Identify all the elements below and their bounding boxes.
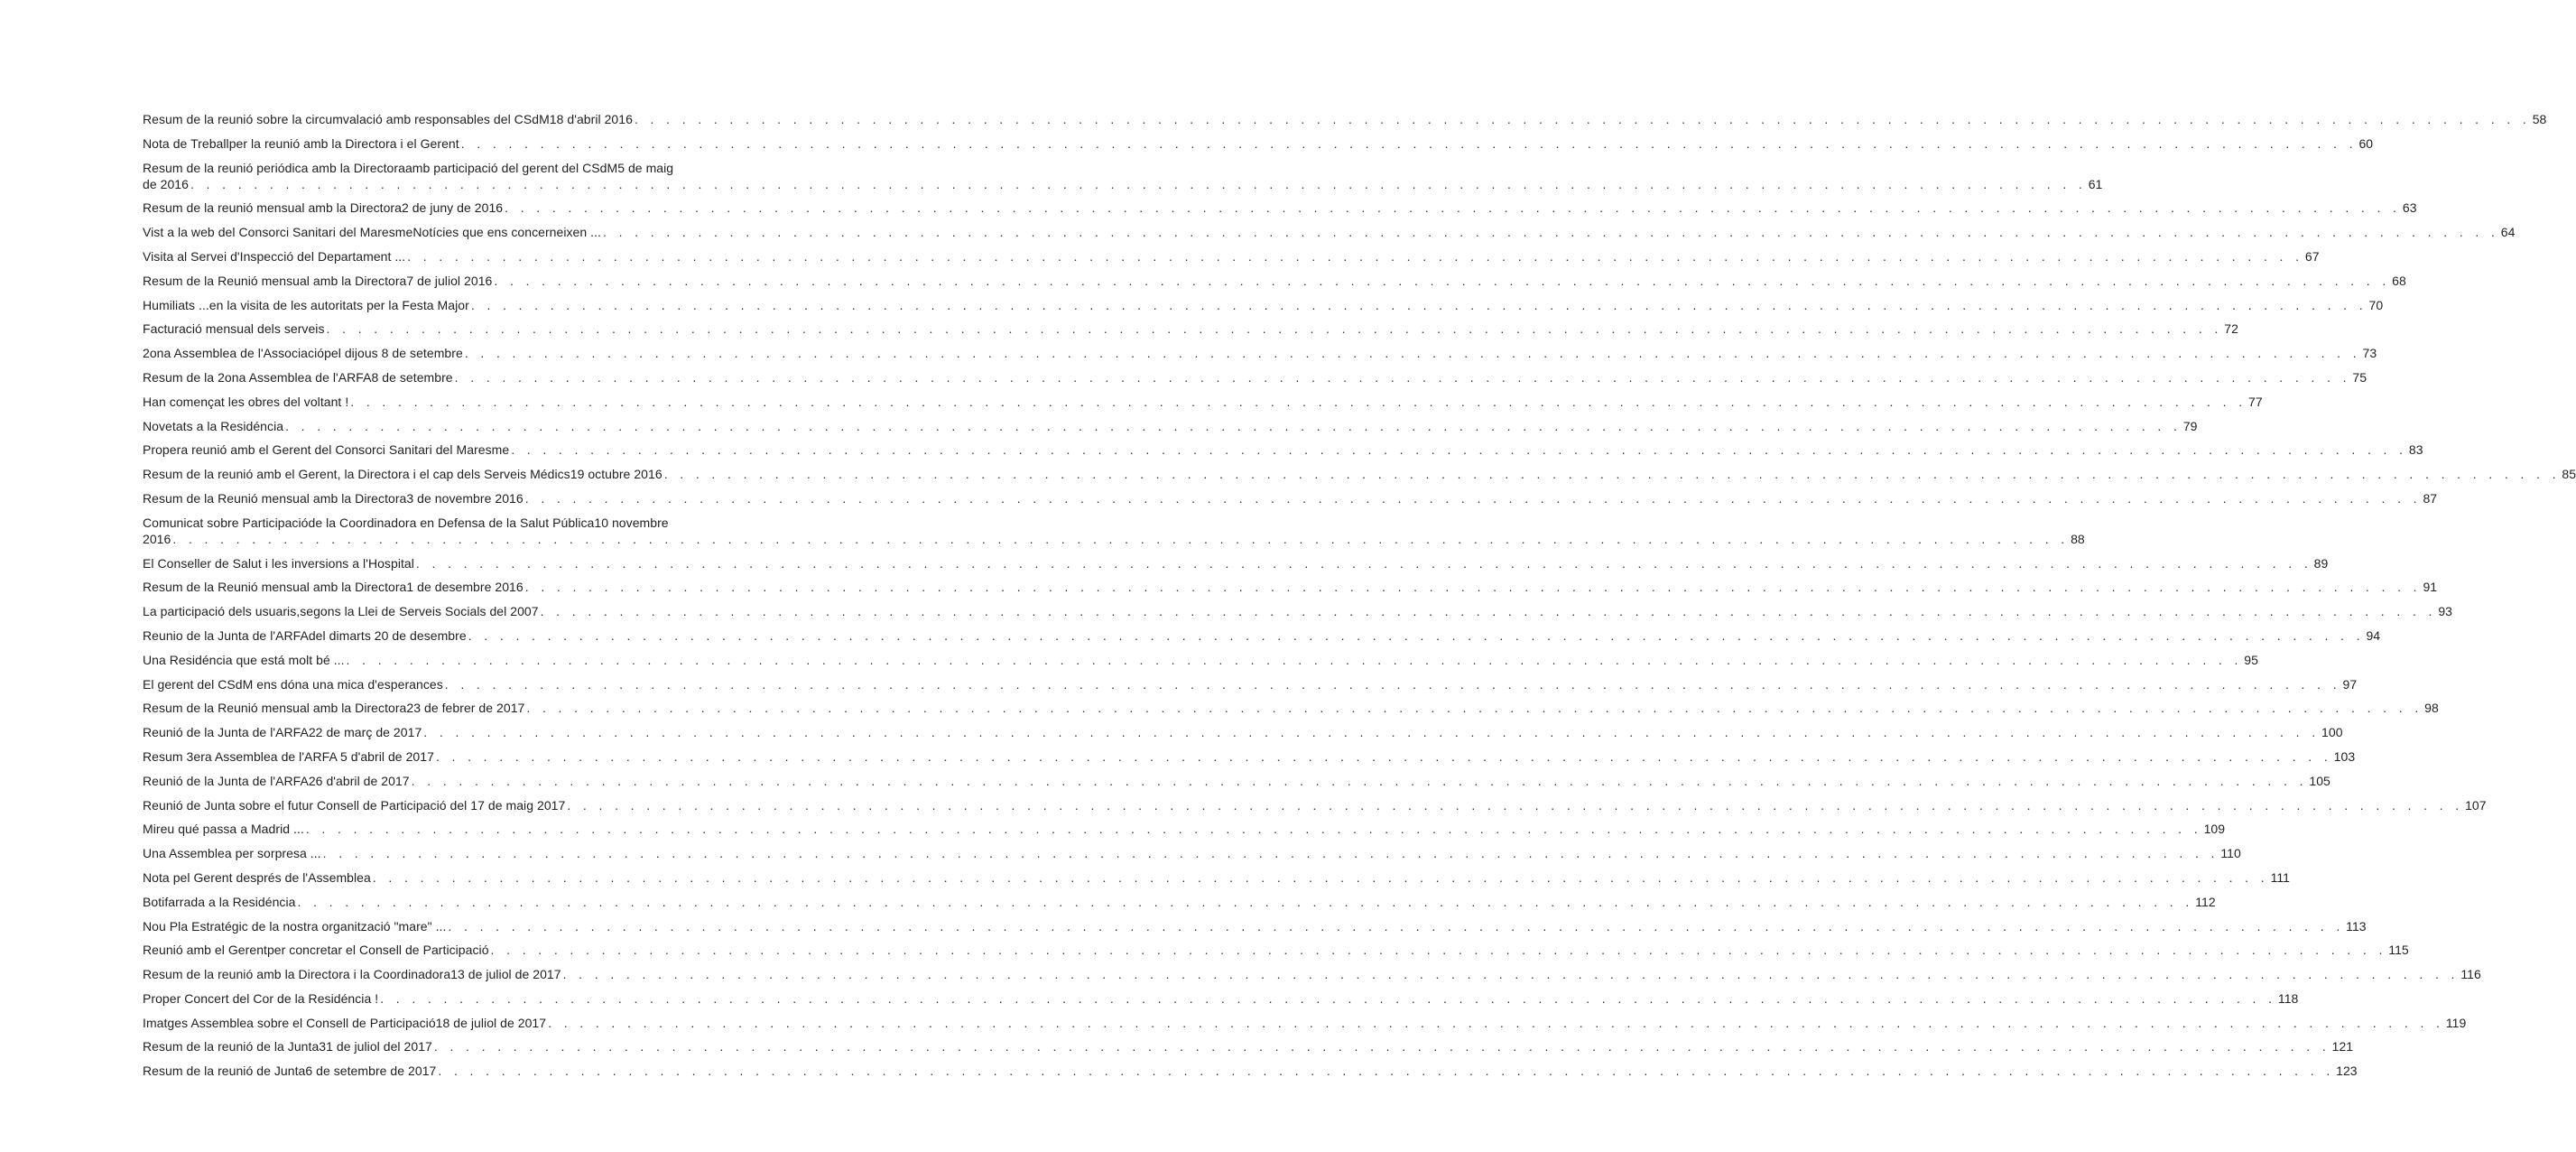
toc-entry-title-line1[interactable]: Resum de la reunió periódica amb la Directoraamb participació del gerent del CSdM5 de maig xyxy=(143,160,674,175)
toc-entry-title[interactable]: Resum 3era Assemblea de l'ARFA 5 d'abril de 2017 xyxy=(143,748,434,764)
toc-entry-page-number[interactable]: 103 xyxy=(2333,748,2356,764)
toc-entry-page-number[interactable]: 73 xyxy=(2362,346,2377,361)
toc-entry-leader: . . . . . . . . . . . . . . . . . . . . . . . . . . . . . . . . . . . . . . . . . . . . . . . . . . . . . . . . . . . . . . . . . . . . . . . . . . . . . . . . . . . . . . . . . . . . . . . . . . . . . . . . . . . . . . . . . . . . . . . . xyxy=(372,869,2269,885)
toc-entry[interactable] xyxy=(143,515,2085,547)
toc-entry-leader: . . . . . . . . . . . . . . . . . . . . . . . . . . . . . . . . . . . . . . . . . . . . . . . . . . . . . . . . . . . . . . . . . . . . . . . . . . . . . . . . . . . . . . . . . . . . . . . . . . . . . . . . . . . . . . . . . . . . . . . . xyxy=(460,135,2358,151)
toc-entry-leader: . . . . . . . . . . . . . . . . . . . . . . . . . . . . . . . . . . . . . . . . . . . . . . . . . . . . . . . . . . . . . . . . . . . . . . . . . . . . . . . . . . . . . . . . . . . . . . . . . . . . . . . . . . . . . . . . . . . . . . . . xyxy=(444,676,2341,692)
toc-entry-title[interactable]: Novetats a la Residéncia xyxy=(143,418,284,433)
toc-entry-title[interactable]: Nota de Treballper la reunió amb la Directora i el Gerent xyxy=(143,135,459,151)
toc-entry-page-number[interactable]: 115 xyxy=(2388,943,2409,958)
toc-entry-page-number[interactable]: 123 xyxy=(2336,1064,2358,1079)
toc-entry-title[interactable]: Reunió de la Junta de l'ARFA26 d'abril de 2017 xyxy=(143,773,410,788)
toc-entry[interactable] xyxy=(143,135,2374,152)
toc-entry-title[interactable]: de 2016 xyxy=(143,176,189,191)
toc-entry[interactable] xyxy=(143,579,2438,595)
toc-entry-leader: . . . . . . . . . . . . . . . . . . . . . . . . . . . . . . . . . . . . . . . . . . . . . . . . . . . . . . . . . . . . . . . . . . . . . . . . . . . . . . . . . . . . . . . . . . . . . . . . . . . . . . . . . . . . . . . . . . . . . . . . xyxy=(190,176,2087,191)
toc-entry[interactable] xyxy=(143,273,2406,289)
toc-entry[interactable] xyxy=(143,248,2320,265)
toc-entry-page-number[interactable]: 87 xyxy=(2423,490,2438,506)
toc-entry-title[interactable]: Reunió de Junta sobre el futur Consell de Participació del 17 de maig 2017 xyxy=(143,797,566,813)
toc-entry-leader: . . . . . . . . . . . . . . . . . . . . . . . . . . . . . . . . . . . . . . . . . . . . . . . . . . . . . . . . . . . . . . . . . . . . . . . . . . . . . . . . . . . . . . . . . . . . . . . . . . . . . . . . . . . . . . . . . . . . . . . . xyxy=(490,943,2387,958)
toc-entry-page-number[interactable]: 116 xyxy=(2460,967,2481,982)
toc-entry[interactable] xyxy=(143,700,2439,716)
toc-entry-leader: . . . . . . . . . . . . . . . . . . . . . . . . . . . . . . . . . . . . . . . . . . . . . . . . . . . . . . . . . . . . . . . . . . . . . . . . . . . . . . . . . . . . . . . . . . . . . . . . . . . . . . . . . . . . . . . . . . . . . . . . xyxy=(548,1015,2444,1030)
toc-entry[interactable] xyxy=(143,942,2409,958)
toc-entry[interactable] xyxy=(143,869,2290,886)
toc-entry-page-number[interactable]: 89 xyxy=(2313,555,2329,571)
table-of-contents xyxy=(143,111,2576,1087)
toc-entry-leader: . . . . . . . . . . . . . . . . . . . . . . . . . . . . . . . . . . . . . . . . . . . . . . . . . . . . . . . . . . . . . . . . . . . . . . . . . . . . . . . . . . . . . . . . . . . . . . . . . . . . . . . . . . . . . . . . . . . . . . . . xyxy=(415,555,2312,571)
toc-entry-page-number[interactable]: 107 xyxy=(2465,797,2487,813)
toc-entry-title[interactable]: Propera reunió amb el Gerent del Consorci Sanitari del Maresme xyxy=(143,442,510,458)
toc-entry-leader: . . . . . . . . . . . . . . . . . . . . . . . . . . . . . . . . . . . . . . . . . . . . . . . . . . . . . . . . . . . . . . . . . . . . . . . . . . . . . . . . . . . . . . . . . . . . . . . . . . . . . . . . . . . . . . . . . . . . . . . . xyxy=(603,225,2499,240)
toc-entry-page-number[interactable]: 94 xyxy=(2366,627,2381,643)
toc-entry-leader: . . . . . . . . . . . . . . . . . . . . . . . . . . . . . . . . . . . . . . . . . . . . . . . . . . . . . . . . . . . . . . . . . . . . . . . . . . . . . . . . . . . . . . . . . . . . . . . . . . . . . . . . . . . . . . . . . . . . . . . . xyxy=(172,531,2070,546)
toc-entry-page-number[interactable]: 75 xyxy=(2352,369,2368,385)
toc-entry-title[interactable]: Imatges Assemblea sobre el Consell de Participació18 de juliol de 2017 xyxy=(143,1015,547,1030)
toc-entry-title[interactable]: Reunio de la Junta de l'ARFAdel dimarts 20 de desembre xyxy=(143,627,467,643)
toc-entry-leader: . . . . . . . . . . . . . . . . . . . . . . . . . . . . . . . . . . . . . . . . . . . . . . . . . . . . . . . . . . . . . . . . . . . . . . . . . . . . . . . . . . . . . . . . . . . . . . . . . . . . . . . . . . . . . . . . . . . . . . . . xyxy=(433,1039,2330,1054)
toc-entry-page-number[interactable]: 77 xyxy=(2248,394,2263,409)
toc-entry-title[interactable]: Botifarrada a la Residéncia xyxy=(143,894,296,909)
toc-entry-title[interactable]: Resum de la reunió sobre la circumvalació amb responsables del CSdM18 d'abril 2016 xyxy=(143,112,633,126)
toc-entry-page-number[interactable]: 98 xyxy=(2424,701,2439,716)
toc-entry-page-number[interactable]: 60 xyxy=(2358,135,2374,151)
toc-entry-title[interactable]: Facturació mensual dels serveis xyxy=(143,321,325,337)
toc-entry-leader: . . . . . . . . . . . . . . . . . . . . . . . . . . . . . . . . . . . . . . . . . . . . . . . . . . . . . . . . . . . . . . . . . . . . . . . . . . . . . . . . . . . . . . . . . . . . . . . . . . . . . . . . . . . . . . . . . . . . . . . . xyxy=(380,990,2276,1006)
toc-entry[interactable] xyxy=(143,297,2384,313)
toc-entry-leader: . . . . . . . . . . . . . . . . . . . . . . . . . . . . . . . . . . . . . . . . . . . . . . . . . . . . . . . . . . . . . . . . . . . . . . . . . . . . . . . . . . . . . . . . . . . . . . . . . . . . . . . . . . . . . . . . . . . . . . . . xyxy=(567,797,2464,813)
toc-entry-leader: . . . . . . . . . . . . . . . . . . . . . . . . . . . . . . . . . . . . . . . . . . . . . . . . . . . . . . . . . . . . . . . . . . . . . . . . . . . . . . . . . . . . . . . . . . . . . . . . . . . . . . . . . . . . . . . . . . . . . . . . xyxy=(562,967,2460,982)
toc-entry[interactable] xyxy=(143,627,2381,644)
toc-entry[interactable] xyxy=(143,394,2263,410)
toc-entry-title[interactable]: Nou Pla Estratégic de la nostra organització "mare" ... xyxy=(143,918,447,934)
toc-entry[interactable] xyxy=(143,369,2368,386)
toc-entry[interactable] xyxy=(143,321,2238,337)
toc-entry[interactable] xyxy=(143,224,2516,240)
toc-entry-page-number[interactable]: 119 xyxy=(2445,1015,2467,1030)
toc-entry-title[interactable]: Vist a la web del Consorci Sanitari del MaresmeNotícies que ens concerneixen ... xyxy=(143,225,601,240)
toc-entry-page-number[interactable]: 83 xyxy=(2408,442,2423,458)
toc-entry-page-number[interactable]: 100 xyxy=(2321,725,2343,740)
toc-entry-title[interactable]: El gerent del CSdM ens dóna una mica d'esperances xyxy=(143,676,443,692)
toc-entry-leader: . . . . . . . . . . . . . . . . . . . . . . . . . . . . . . . . . . . . . . . . . . . . . . . . . . . . . . . . . . . . . . . . . . . . . . . . . . . . . . . . . . . . . . . . . . . . . . . . . . . . . . . . . . . . . . . . . . . . . . . . xyxy=(305,822,2202,837)
toc-entry-title[interactable]: Mireu qué passa a Madrid ... xyxy=(143,822,304,837)
toc-entry-leader: . . . . . . . . . . . . . . . . . . . . . . . . . . . . . . . . . . . . . . . . . . . . . . . . . . . . . . . . . . . . . . . . . . . . . . . . . . . . . . . . . . . . . . . . . . . . . . . . . . . . . . . . . . . . . . . . . . . . . . . . xyxy=(470,297,2368,312)
toc-entry-title[interactable]: Una Assemblea per sorpresa ... xyxy=(143,846,321,861)
toc-entry[interactable] xyxy=(143,466,2576,482)
toc-entry[interactable] xyxy=(143,894,2216,910)
toc-entry[interactable] xyxy=(143,652,2258,668)
toc-entry-leader: . . . . . . . . . . . . . . . . . . . . . . . . . . . . . . . . . . . . . . . . . . . . . . . . . . . . . . . . . . . . . . . . . . . . . . . . . . . . . . . . . . . . . . . . . . . . . . . . . . . . . . . . . . . . . . . . . . . . . . . . xyxy=(285,418,2182,433)
toc-entry-page-number[interactable]: 67 xyxy=(2304,248,2320,264)
toc-entry-page-number[interactable]: 121 xyxy=(2331,1039,2354,1054)
toc-entry-title-line1[interactable]: Comunicat sobre Participacióde la Coordinadora en Defensa de la Salut Pública10 novembre xyxy=(143,515,669,530)
toc-entry-page-number[interactable]: 111 xyxy=(2270,869,2290,885)
toc-entry[interactable] xyxy=(143,821,2226,837)
toc-entry-title[interactable]: 2016 xyxy=(143,531,171,546)
toc-entry[interactable] xyxy=(143,918,2367,934)
toc-entry[interactable] xyxy=(143,1063,2358,1079)
toc-entry[interactable] xyxy=(143,773,2330,789)
toc-entry-leader: . . . . . . . . . . . . . . . . . . . . . . . . . . . . . . . . . . . . . . . . . . . . . . . . . . . . . . . . . . . . . . . . . . . . . . . . . . . . . . . . . . . . . . . . . . . . . . . . . . . . . . . . . . . . . . . . . . . . . . . . xyxy=(468,627,2365,643)
toc-entry-title[interactable]: Proper Concert del Cor de la Residéncia ! xyxy=(143,990,379,1006)
toc-entry-leader: . . . . . . . . . . . . . . . . . . . . . . . . . . . . . . . . . . . . . . . . . . . . . . . . . . . . . . . . . . . . . . . . . . . . . . . . . . . . . . . . . . . . . . . . . . . . . . . . . . . . . . . . . . . . . . . . . . . . . . . . xyxy=(438,1064,2335,1079)
toc-entry-title[interactable]: Resum de la Reunió mensual amb la Directora23 de febrer de 2017 xyxy=(143,701,525,716)
toc-entry-title[interactable]: Humiliats ...en la visita de les autoritats per la Festa Major xyxy=(143,297,469,312)
toc-entry[interactable] xyxy=(143,160,2103,192)
toc-entry-page-number[interactable]: 113 xyxy=(2346,918,2367,934)
toc-entry-leader: . . . . . . . . . . . . . . . . . . . . . . . . . . . . . . . . . . . . . . . . . . . . . . . . . . . . . . . . . . . . . . . . . . . . . . . . . . . . . . . . . . . . . . . . . . . . . . . . . . . . . . . . . . . . . . . . . . . . . . . . xyxy=(407,248,2303,264)
toc-entry[interactable] xyxy=(143,797,2487,813)
toc-entry[interactable] xyxy=(143,845,2241,861)
toc-entry[interactable] xyxy=(143,724,2343,740)
toc-entry[interactable] xyxy=(143,418,2198,434)
toc-entry-leader: . . . . . . . . . . . . . . . . . . . . . . . . . . . . . . . . . . . . . . . . . . . . . . . . . . . . . . . . . . . . . . . . . . . . . . . . . . . . . . . . . . . . . . . . . . . . . . . . . . . . . . . . . . . . . . . . . . . . . . . . xyxy=(346,652,2243,667)
toc-entry-leader: . . . . . . . . . . . . . . . . . . . . . . . . . . . . . . . . . . . . . . . . . . . . . . . . . . . . . . . . . . . . . . . . . . . . . . . . . . . . . . . . . . . . . . . . . . . . . . . . . . . . . . . . . . . . . . . . . . . . . . . . xyxy=(423,725,2321,740)
toc-entry-page-number[interactable]: 72 xyxy=(2224,321,2238,337)
toc-entry-leader: . . . . . . . . . . . . . . . . . . . . . . . . . . . . . . . . . . . . . . . . . . . . . . . . . . . . . . . . . . . . . . . . . . . . . . . . . . . . . . . . . . . . . . . . . . . . . . . . . . . . . . . . . . . . . . . . . . . . . . . . xyxy=(350,394,2247,409)
toc-entry-page-number[interactable]: 70 xyxy=(2368,297,2384,312)
toc-entry-title[interactable]: Resum de la Reunió mensual amb la Directora3 de novembre 2016 xyxy=(143,490,524,506)
toc-entry-title[interactable]: Resum de la reunió mensual amb la Directora2 de juny de 2016 xyxy=(143,200,504,216)
toc-entry-title[interactable]: Resum de la reunió de Junta6 de setembre de 2017 xyxy=(143,1064,437,1079)
toc-entry-leader: . . . . . . . . . . . . . . . . . . . . . . . . . . . . . . . . . . . . . . . . . . . . . . . . . . . . . . . . . . . . . . . . . . . . . . . . . . . . . . . . . . . . . . . . . . . . . . . . . . . . . . . . . . . . . . . . . . . . . . . . xyxy=(297,894,2194,909)
toc-entry-page-number[interactable]: 88 xyxy=(2071,531,2085,546)
toc-entry-title[interactable]: Reunió amb el Gerentper concretar el Consell de Participació xyxy=(143,943,489,958)
toc-entry-title[interactable]: Han començat les obres del voltant ! xyxy=(143,394,349,409)
toc-entry-leader: . . . . . . . . . . . . . . . . . . . . . . . . . . . . . . . . . . . . . . . . . . . . . . . . . . . . . . . . . . . . . . . . . . . . . . . . . . . . . . . . . . . . . . . . . . . . . . . . . . . . . . . . . . . . . . . . . . . . . . . . xyxy=(435,748,2332,764)
toc-entry-leader: . . . . . . . . . . . . . . . . . . . . . . . . . . . . . . . . . . . . . . . . . . . . . . . . . . . . . . . . . . . . . . . . . . . . . . . . . . . . . . . . . . . . . . . . . . . . . . . . . . . . . . . . . . . . . . . . . . . . . . . . xyxy=(526,701,2423,716)
toc-entry-leader: . . . . . . . . . . . . . . . . . . . . . . . . . . . . . . . . . . . . . . . . . . . . . . . . . . . . . . . . . . . . . . . . . . . . . . . . . . . . . . . . . . . . . . . . . . . . . . . . . . . . . . . . . . . . . . . . . . . . . . . . xyxy=(634,112,2531,126)
toc-entry[interactable] xyxy=(143,111,2547,127)
toc-entry-page-number[interactable]: 93 xyxy=(2438,604,2453,619)
toc-entry-page-number[interactable]: 118 xyxy=(2277,990,2299,1006)
toc-entry-page-number[interactable]: 105 xyxy=(2309,773,2330,788)
toc-entry-page-number[interactable]: 110 xyxy=(2220,846,2241,861)
toc-entry-page-number[interactable]: 85 xyxy=(2562,467,2576,482)
toc-entry-title[interactable]: Visita al Servei d'Inspecció del Departament ... xyxy=(143,248,406,264)
toc-entry-title[interactable]: Nota pel Gerent després de l'Assemblea xyxy=(143,869,371,885)
toc-entry-leader: . . . . . . . . . . . . . . . . . . . . . . . . . . . . . . . . . . . . . . . . . . . . . . . . . . . . . . . . . . . . . . . . . . . . . . . . . . . . . . . . . . . . . . . . . . . . . . . . . . . . . . . . . . . . . . . . . . . . . . . . xyxy=(524,580,2422,595)
toc-entry-title[interactable]: Resum de la reunió amb el Gerent, la Directora i el cap dels Serveis Médics19 octubre 2016 xyxy=(143,467,663,482)
toc-entry[interactable] xyxy=(143,200,2417,216)
toc-entry-page-number[interactable]: 95 xyxy=(2244,652,2258,667)
toc-entry-title[interactable]: El Conseller de Salut i les inversions a l'Hospital xyxy=(143,555,414,571)
toc-entry[interactable] xyxy=(143,441,2423,458)
toc-entry-leader: . . . . . . . . . . . . . . . . . . . . . . . . . . . . . . . . . . . . . . . . . . . . . . . . . . . . . . . . . . . . . . . . . . . . . . . . . . . . . . . . . . . . . . . . . . . . . . . . . . . . . . . . . . . . . . . . . . . . . . . . xyxy=(524,490,2422,506)
toc-entry-title[interactable]: Una Residéncia que está molt bé ... xyxy=(143,652,345,667)
toc-entry-page-number[interactable]: 91 xyxy=(2423,580,2438,595)
toc-entry-title[interactable]: Resum de la reunió de la Junta31 de juliol del 2017 xyxy=(143,1039,432,1054)
toc-entry-leader: . . . . . . . . . . . . . . . . . . . . . . . . . . . . . . . . . . . . . . . . . . . . . . . . . . . . . . . . . . . . . . . . . . . . . . . . . . . . . . . . . . . . . . . . . . . . . . . . . . . . . . . . . . . . . . . . . . . . . . . . xyxy=(454,369,2351,385)
toc-entry[interactable] xyxy=(143,990,2299,1007)
toc-entry-leader: . . . . . . . . . . . . . . . . . . . . . . . . . . . . . . . . . . . . . . . . . . . . . . . . . . . . . . . . . . . . . . . . . . . . . . . . . . . . . . . . . . . . . . . . . . . . . . . . . . . . . . . . . . . . . . . . . . . . . . . . xyxy=(494,273,2391,288)
toc-entry-title[interactable]: 2ona Assemblea de l'Associaciópel dijous 8 de setembre xyxy=(143,346,463,361)
toc-entry-leader: . . . . . . . . . . . . . . . . . . . . . . . . . . . . . . . . . . . . . . . . . . . . . . . . . . . . . . . . . . . . . . . . . . . . . . . . . . . . . . . . . . . . . . . . . . . . . . . . . . . . . . . . . . . . . . . . . . . . . . . . xyxy=(464,346,2361,361)
toc-entry[interactable] xyxy=(143,490,2438,506)
toc-entry[interactable] xyxy=(143,1038,2354,1054)
toc-entry-page-number[interactable]: 79 xyxy=(2182,418,2198,433)
toc-entry[interactable] xyxy=(143,603,2453,619)
toc-entry-leader: . . . . . . . . . . . . . . . . . . . . . . . . . . . . . . . . . . . . . . . . . . . . . . . . . . . . . . . . . . . . . . . . . . . . . . . . . . . . . . . . . . . . . . . . . . . . . . . . . . . . . . . . . . . . . . . . . . . . . . . . xyxy=(322,846,2219,861)
toc-entry-page-number[interactable]: 61 xyxy=(2088,176,2103,191)
toc-entry-leader: . . . . . . . . . . . . . . . . . . . . . . . . . . . . . . . . . . . . . . . . . . . . . . . . . . . . . . . . . . . . . . . . . . . . . . . . . . . . . . . . . . . . . . . . . . . . . . . . . . . . . . . . . . . . . . . . . . . . . . . . xyxy=(448,918,2345,934)
toc-entry-page-number[interactable]: 112 xyxy=(2195,894,2216,909)
toc-entry-leader: . . . . . . . . . . . . . . . . . . . . . . . . . . . . . . . . . . . . . . . . . . . . . . . . . . . . . . . . . . . . . . . . . . . . . . . . . . . . . . . . . . . . . . . . . . . . . . . . . . . . . . . . . . . . . . . . . . . . . . . . xyxy=(411,773,2308,788)
toc-entry-page-number[interactable]: 64 xyxy=(2500,225,2516,240)
toc-entry-page-number[interactable]: 63 xyxy=(2402,200,2417,216)
toc-entry-leader: . . . . . . . . . . . . . . . . . . . . . . . . . . . . . . . . . . . . . . . . . . . . . . . . . . . . . . . . . . . . . . . . . . . . . . . . . . . . . . . . . . . . . . . . . . . . . . . . . . . . . . . . . . . . . . . . . . . . . . . . xyxy=(326,321,2223,337)
toc-entry[interactable] xyxy=(143,555,2329,571)
toc-entry-leader: . . . . . . . . . . . . . . . . . . . . . . . . . . . . . . . . . . . . . . . . . . . . . . . . . . . . . . . . . . . . . . . . . . . . . . . . . . . . . . . . . . . . . . . . . . . . . . . . . . . . . . . . . . . . . . . . . . . . . . . . xyxy=(663,467,2561,482)
toc-entry-title[interactable]: Resum de la reunió amb la Directora i la Coordinadora13 de juliol de 2017 xyxy=(143,967,561,982)
toc-entry-title[interactable]: La participació dels usuaris,segons la Llei de Serveis Socials del 2007 xyxy=(143,604,539,619)
toc-entry[interactable] xyxy=(143,748,2356,765)
toc-entry-page-number[interactable]: 109 xyxy=(2203,822,2226,837)
toc-entry-title[interactable]: Resum de la 2ona Assemblea de l'ARFA8 de setembre xyxy=(143,369,453,385)
toc-entry-leader: . . . . . . . . . . . . . . . . . . . . . . . . . . . . . . . . . . . . . . . . . . . . . . . . . . . . . . . . . . . . . . . . . . . . . . . . . . . . . . . . . . . . . . . . . . . . . . . . . . . . . . . . . . . . . . . . . . . . . . . . xyxy=(511,442,2407,458)
toc-entry[interactable] xyxy=(143,345,2377,361)
toc-entry[interactable] xyxy=(143,1015,2467,1031)
toc-entry-leader: . . . . . . . . . . . . . . . . . . . . . . . . . . . . . . . . . . . . . . . . . . . . . . . . . . . . . . . . . . . . . . . . . . . . . . . . . . . . . . . . . . . . . . . . . . . . . . . . . . . . . . . . . . . . . . . . . . . . . . . . xyxy=(540,604,2437,619)
toc-entry-page-number[interactable]: 97 xyxy=(2342,676,2358,692)
toc-entry-title[interactable]: Resum de la Reunió mensual amb la Directora7 de juliol 2016 xyxy=(143,273,493,288)
toc-entry[interactable] xyxy=(143,676,2358,692)
toc-entry[interactable] xyxy=(143,966,2481,982)
toc-entry-page-number[interactable]: 58 xyxy=(2532,112,2547,126)
toc-entry-leader: . . . . . . . . . . . . . . . . . . . . . . . . . . . . . . . . . . . . . . . . . . . . . . . . . . . . . . . . . . . . . . . . . . . . . . . . . . . . . . . . . . . . . . . . . . . . . . . . . . . . . . . . . . . . . . . . . . . . . . . . xyxy=(505,200,2401,216)
toc-entry-page-number[interactable]: 68 xyxy=(2392,273,2406,288)
toc-entry-title[interactable]: Reunió de la Junta de l'ARFA22 de març de 2017 xyxy=(143,725,422,740)
toc-entry-title[interactable]: Resum de la Reunió mensual amb la Directora1 de desembre 2016 xyxy=(143,580,524,595)
